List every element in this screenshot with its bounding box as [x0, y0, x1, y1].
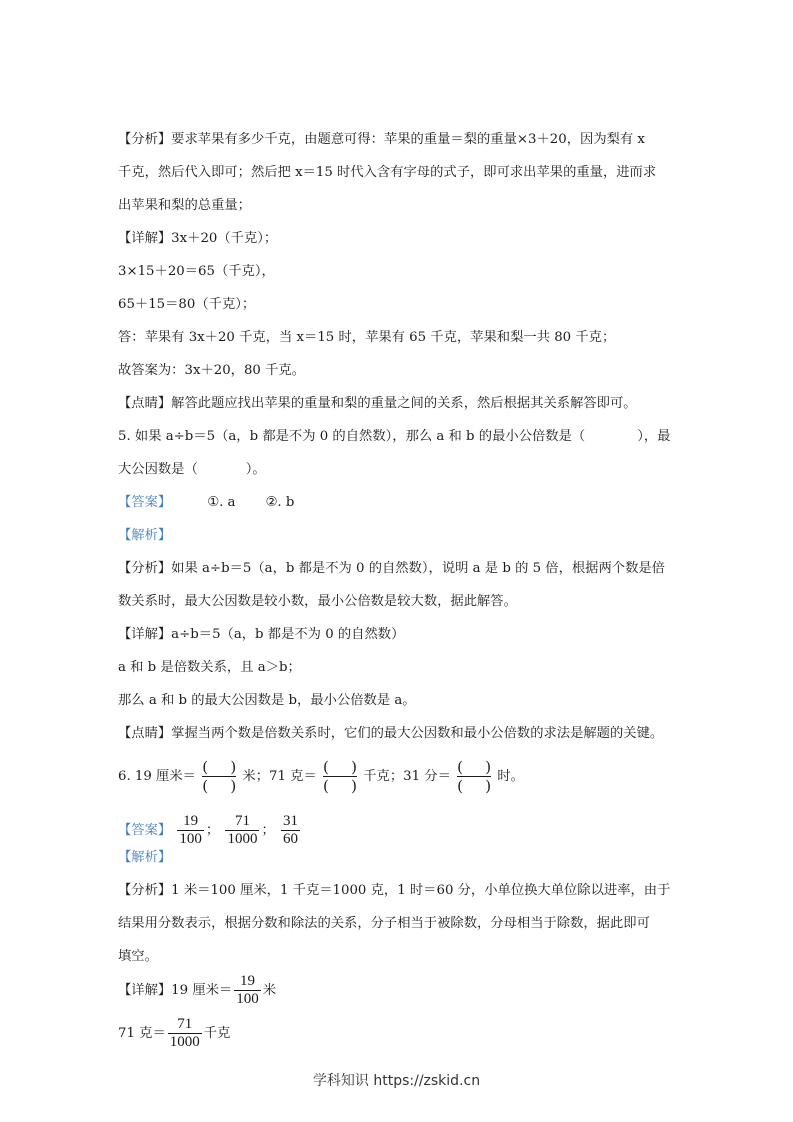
footer-watermark: 学科知识 https://zskid.cn	[312, 1073, 481, 1089]
question-6-analysis-1: 【分析】1 米＝100 厘米，1 千克＝1000 克，1 时＝60 分，小单位换大单位除以进率，由于	[118, 883, 671, 898]
question-5-text-a: 5. 如果 a÷b＝5（a，b 都是不为 0 的自然数），那么 a 和 b 的最小公倍数是（	[118, 429, 586, 444]
question-6-analysis-3: 填空。	[118, 949, 158, 964]
fraction: $\frac{19}{100}$	[179, 813, 202, 847]
question-5-line-2	[118, 461, 266, 479]
answer-line: 答：苹果有 3x＋20 千克，当 x＝15 时，苹果有 65 千克，苹果和梨一共 80 千克；	[118, 330, 616, 345]
question-5-answer-2: ②. b	[265, 495, 295, 510]
blank-fraction: ( ) ( )	[323, 758, 357, 795]
fraction: $\frac{31}{60}$	[282, 813, 298, 847]
comment-line: 【点睛】解答此题应找出苹果的重量和梨的重量之间的关系，然后根据其关系解答即可。	[118, 396, 637, 411]
question-5-text-d: ）。	[245, 462, 266, 477]
analysis-line-2: 千克，然后代入即可；然后把 x＝15 时代入含有字母的式子，即可求出苹果的重量，进而求	[118, 165, 657, 180]
question-6-detail-2: 71 克＝ $\frac{71}{1000}$ 千克	[118, 1016, 231, 1050]
question-5-analysis-2: 数关系时，最大公因数是较小数，最小公倍数是较大数，据此解答。	[118, 594, 517, 609]
question-5-answer-1: ①. a	[207, 495, 236, 510]
question-5-text-b: ），最	[637, 429, 671, 444]
question-5-line-1	[118, 428, 670, 446]
explanation-label: 【解析】	[118, 850, 172, 865]
blank-fraction: ( ) ( )	[202, 758, 237, 795]
fraction: $\frac{71}{1000}$	[169, 1016, 200, 1050]
question-6-analysis-2: 结果用分数表示，根据分数和除法的关系，分子相当于被除数，分母相当于除数，据此即可	[118, 916, 650, 931]
fraction: $\frac{19}{100}$	[236, 973, 259, 1007]
question-6-part-2: 米；71 克＝	[242, 769, 317, 784]
answer-label: 【答案】	[118, 823, 172, 838]
question-6-part-4: 时。	[497, 769, 524, 784]
blank-fraction: ( ) ( )	[457, 758, 492, 795]
question-5-detail-2: a 和 b 是倍数关系，且 a＞b；	[118, 660, 301, 675]
detail-line-2: 3×15＋20＝65（千克），	[118, 264, 275, 279]
answer-label: 【答案】	[118, 495, 172, 510]
question-6-detail-1: 【详解】19 厘米＝ $\frac{19}{100}$ 米	[118, 973, 277, 1007]
question-6-part-1: 6. 19 厘米＝	[118, 769, 196, 784]
question-6-answer: 【答案】 $\frac{19}{100}$ ； $\frac{71}{1000}$ ； $\frac{31}{60}$	[118, 813, 298, 847]
analysis-line-1: 【分析】要求苹果有多少千克，由题意可得：苹果的重量＝梨的重量×3＋20，因为梨有 x	[118, 132, 645, 147]
question-5-detail-3: 那么 a 和 b 的最大公因数是 b，最小公倍数是 a。	[118, 693, 416, 708]
analysis-line-3: 出苹果和梨的总重量；	[118, 198, 251, 213]
detail-line-3: 65＋15＝80（千克）；	[118, 297, 256, 312]
question-5-comment: 【点睛】掌握当两个数是倍数关系时，它们的最大公因数和最小公倍数的求法是解题的关键。	[118, 726, 664, 741]
question-5-text-c: 大公因数是（	[118, 462, 198, 477]
fraction: $\frac{71}{1000}$	[227, 813, 258, 847]
explanation-label: 【解析】	[118, 528, 172, 543]
question-6-line	[118, 758, 524, 795]
question-5-answer	[118, 494, 294, 512]
question-5-analysis-1: 【分析】如果 a÷b＝5（a，b 都是不为 0 的自然数），说明 a 是 b 的 5 倍，根据两个数是倍	[118, 561, 665, 576]
conclusion-line: 故答案为：3x＋20，80 千克。	[118, 363, 305, 378]
question-6-part-3: 千克；31 分＝	[363, 769, 451, 784]
question-5-detail-1: 【详解】a÷b＝5（a，b 都是不为 0 的自然数）	[118, 627, 405, 642]
detail-line-1: 【详解】3x＋20（千克）；	[118, 231, 278, 246]
